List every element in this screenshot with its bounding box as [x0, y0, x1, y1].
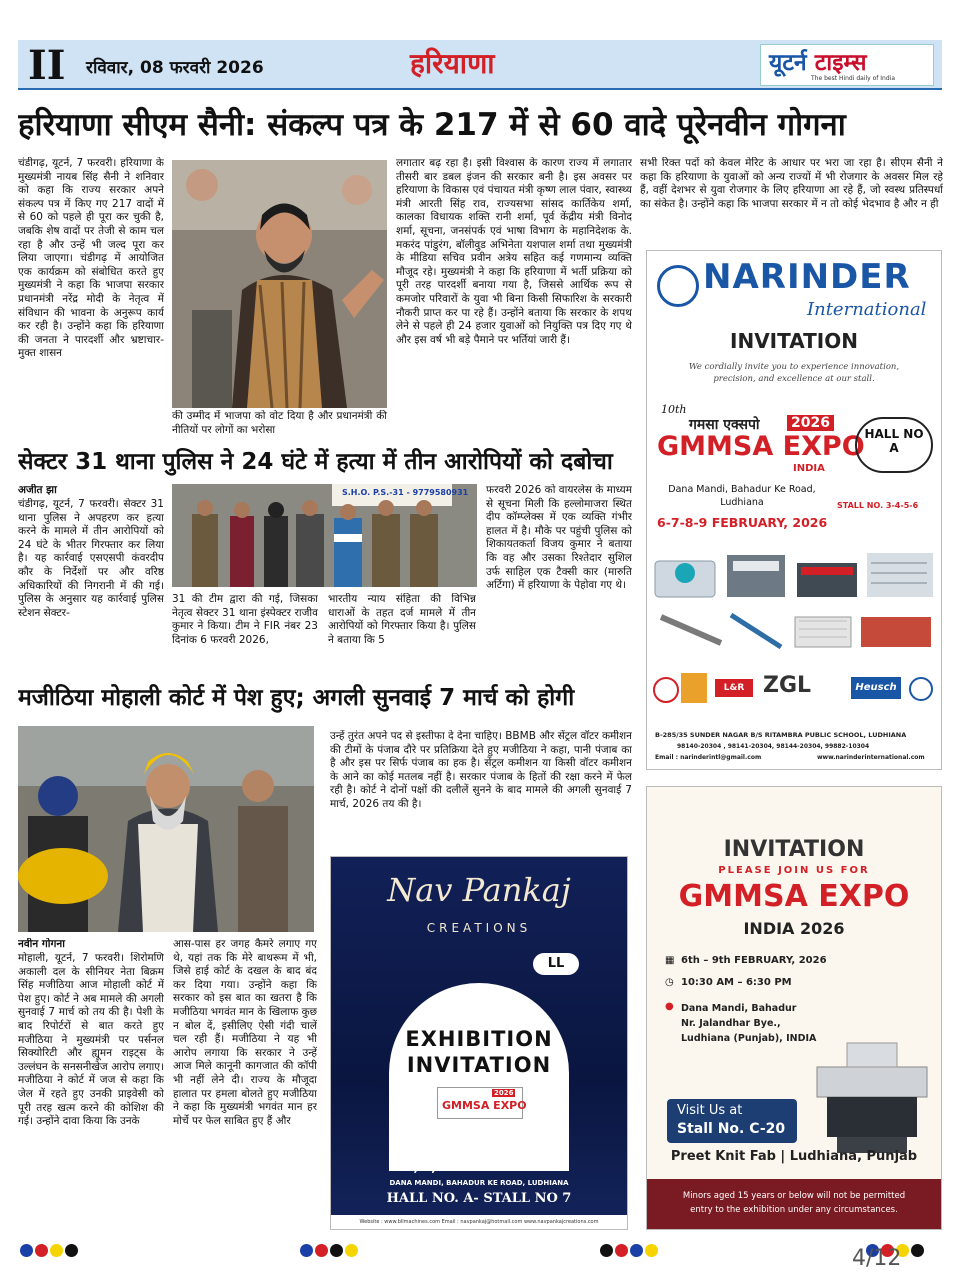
story2-column-1: चंडीगढ़, यूटर्न, 7 फरवरी। सेक्टर 31 थाना पुलिस ने अपहरण कर हत्या करने के मामले में तीन आरोपियों को 24 घंटे के भीतर गिरफ्तार कर लिया है। यह कार्रवाई एसएसपी कंवरदीप कौर के निर्देशों पर और वरिष्ठ अधिकारियों की निगरानी में की गई। पुलिस के अनुसार यह कार्रवाई पुलिस स्टेशन सेक्टर- — [18, 498, 164, 619]
registration-dots-3 — [600, 1242, 660, 1256]
narinder-venue-line-1: Dana Mandi, Bahadur Ke Road, — [668, 484, 816, 495]
navpankaj-mini-expo-logo — [437, 1087, 527, 1119]
story1-photo-cm — [172, 160, 387, 408]
preet-notice-band — [647, 1179, 941, 1229]
preet-dates: 6th – 9th FEBRUARY, 2026 — [681, 955, 827, 966]
preet-address-line-3: Ludhiana (Punjab), INDIA — [681, 1033, 817, 1044]
navpankaj-brand: Nav Pankaj — [387, 871, 571, 909]
partner-star-icon — [653, 677, 679, 703]
partner-emblem-icon — [681, 673, 707, 703]
preet-address — [681, 1001, 816, 1046]
narinder-tagline: We cordially invite you to experience innovation, precision, and excellence at our stall. — [688, 362, 900, 384]
partner-circle-icon — [909, 677, 933, 701]
preet-time: 10:30 AM – 6:30 PM — [681, 977, 792, 988]
narinder-brand: NARINDER — [703, 257, 911, 297]
narinder-address: B-285/35 SUNDER NAGAR B/S RITAMBRA PUBLIC SCHOOL, LUDHIANA — [655, 731, 907, 739]
story3-column-1: मोहाली, यूटर्न, 7 फरवरी। शिरोमणि अकाली दल के सीनियर नेता बिक्रम सिंह मजीठिया आज मोहाली कोर्ट में पेश हुए। कोर्ट ने अब मामले की अगली सुनवाई 7 मार्च को तय की है। पेशी के बाद रिपोर्टरों से बात करते हुए मजीठिया ने मुख्यमंत्री पर पर्सनल सिक्योरिटी और ह्यूमन राइट्स के उल्लंघन के सनसनीखेज आरोप लगाए। मजीठिया ने कोर्ट में जज से कहा कि जेल में रहते हुए उनकी प्राइवेसी को पूरी तरह खत्म करने की कोशिश की गई। उन्होंने दावा किया कि उनके — [18, 952, 164, 1128]
story3-column-2: आस-पास हर जगह कैमरे लगाए गए थे, यहां तक कि मेरे बाथरूम में भी, जिसे हाई कोर्ट के दखल के बाद बंद कर दिया गया। उन्होंने कहा कि सरकार को इस बात का खतरा है कि मजीठिया भगवंत मान के खिलाफ कुछ न बोल दें, इसीलिए ऐसी गंदी चालें चल रही हैं। मजीठिया ने यह भी आरोप लगाया कि सरकार ने उन्हें आज मिले कानूनी कागजात की कॉपी भी नहीं लेने दी। राज्य के मौजूदा हालात पर हमला बोलते हुए मजीठिया ने कहा कि मुख्यमंत्री भगवंत मान हर मोर्चे पर फेल साबित हुए हैं और — [173, 938, 317, 1127]
story1-column-1: चंडीगढ़, यूटर्न, 7 फरवरी। हरियाणा के मुख्यमंत्री नायब सिंह सैनी ने शनिवार को कहा कि राज्य सरकार अपने संकल्प पत्र में किए गए 217 वादों में से 60 को पहले ही पूरा कर चुकी है, जबकि शेष वादों पर तेजी से काम चल रहा है और उन्हें भी जल्द पूरा कर लिया जाएगा। चंडीगढ़ में आयोजित एक कार्यक्रम को संबोधित करते हुए मुख्यमंत्री ने कहा कि भाजपा सरकार प्रधानमंत्री नरेंद्र मोदी के नेतृत्व में संविधान की भावना के अनुरूप कार्य कर रही है। उन्होंने कहा कि हरियाणा की जनता ने पारदर्शी और भ्रष्टाचार-मुक्त शासन — [18, 157, 164, 360]
preet-company: Preet Knit Fab | Ludhiana, Punjab — [670, 1149, 918, 1164]
registration-dots-2 — [300, 1242, 360, 1256]
navpankaj-hall: HALL NO. A- STALL NO 7 — [386, 1191, 572, 1206]
narinder-machines-row-1 — [651, 543, 937, 605]
section-title: हरियाणा — [410, 47, 495, 80]
hall-badge-line-1: HALL NO — [864, 427, 924, 441]
navpankaj-exhibition: EXHIBITION — [405, 1027, 553, 1051]
narinder-invitation-title: INVITATION — [730, 329, 858, 353]
navpankaj-bll-logo: LL — [533, 953, 579, 975]
story2-column-3: भारतीय न्याय संहिता की विभिन्न धाराओं के तहत दर्ज मामले में तीन आरोपियों को गिरफ्तार किया है। पुलिस ने बताया कि 5 — [328, 593, 476, 646]
narinder-venue-line-2: Ludhiana — [720, 497, 764, 508]
navpankaj-dates: 6 7, 8, 9 FEBRUARY 2026 — [391, 1159, 567, 1174]
narinder-website: www.narinderinternational.com — [817, 754, 925, 761]
preet-location-icon: ● — [665, 1001, 674, 1012]
page-indicator: 4/12 — [852, 1246, 902, 1271]
page-date: रविवार, 08 फरवरी 2026 — [86, 58, 264, 78]
preet-address-line-2: Nr. Jalandhar Bye., — [681, 1018, 781, 1029]
mini-expo-year: 2026 — [494, 1089, 514, 1097]
narinder-edition: 10th — [661, 403, 687, 416]
narinder-expo-logo: GMMSA EXPO — [657, 431, 865, 462]
story3-column-top: उन्हें तुरंत अपने पद से इस्तीफा दे देना चाहिए। BBMB और सेंट्रल वॉटर कमीशन की टीमों के पंजाब दौरे पर प्रतिक्रिया देते हुए मजीठिया ने कहा, पानी पंजाब का है और इस पर सिर्फ पंजाब का हक है। सेंट्रल कमीशन या किसी वॉटर कमीशन के आने का कोई मतलब नहीं है। सरकार पंजाब के हितों की रक्षा करने में फेल रही है। कोर्ट ने दोनों पक्षों की दलीलें सुनने के बाद मामले की अगली सुनवाई 7 मार्च, 2026 तय की है। — [330, 730, 632, 810]
story2-photo-police — [172, 484, 477, 587]
preet-visit-line-1: Visit Us at — [677, 1103, 743, 1118]
preet-please-join: PLEASE JOIN US FOR — [718, 865, 870, 876]
narinder-brand-sub: International — [807, 299, 927, 320]
preet-clock-icon: ◷ — [665, 977, 674, 988]
narinder-expo-year: 2026 — [787, 415, 834, 431]
narinder-email: Email : narinderintl@gmail.com — [655, 754, 762, 761]
story2-headline: सेक्टर 31 थाना पुलिस ने 24 घंटे में हत्या में तीन आरोपियों को दबोचा — [18, 449, 613, 475]
navpankaj-arch-panel — [389, 983, 569, 1171]
logo-word-2: टाइम्स — [814, 50, 867, 76]
narinder-phones: 98140-20304 , 98141-20304, 98144-20304, 99882-10304 — [677, 743, 870, 750]
navpankaj-address: DANA MANDI, BAHADUR KE ROAD, LUDHIANA — [389, 1179, 569, 1187]
narinder-venue — [657, 483, 827, 509]
narinder-expo-hindi: गमसा एक्सपो — [689, 417, 760, 433]
navpankaj-exhibition-ad — [330, 856, 628, 1230]
logo-tagline: The best Hindi daily of India — [811, 75, 896, 82]
preet-visit-box — [667, 1099, 797, 1143]
preet-title: INVITATION — [723, 837, 865, 862]
narinder-dates: 6-7-8-9 FEBRUARY, 2026 — [657, 515, 828, 530]
registration-dots-1 — [20, 1242, 80, 1256]
navpankaj-footer: Website : www.bllmachines.com Email : navpankaj@hotmail.com www.navpankajcreations.com — [331, 1215, 627, 1229]
narinder-partner-logos — [651, 671, 937, 707]
logo-word-1: यूटर्न — [769, 50, 807, 76]
hall-badge-line-2: A — [889, 441, 899, 455]
partner-zgl-logo: ZGL — [763, 673, 812, 698]
page-number: II — [28, 42, 66, 89]
story1-photo-caption-text: की उम्मीद में भाजपा को वोट दिया है और प्रधानमंत्री की नीतियों पर लोगों का भरोसा — [172, 410, 387, 436]
preet-india-year: INDIA 2026 — [743, 919, 845, 938]
narinder-hall-badge — [855, 417, 933, 473]
newspaper-logo — [760, 44, 934, 86]
story2-column-2: 31 की टीम द्वारा की गई, जिसका नेतृत्व सेक्टर 31 थाना इंस्पेक्टर राजीव कुमार ने किया। टीम ने FIR नंबर 23 दिनांक 6 फरवरी 2026, — [172, 593, 318, 646]
story3-byline: नवीन गोगना — [18, 938, 65, 950]
police-sign-text: S.H.O. P.S.-31 - 9779580931 — [342, 488, 469, 497]
preet-calendar-icon: ▦ — [665, 955, 675, 966]
preet-notice-line-2: entry to the exhibition under any circumstances. — [690, 1205, 898, 1215]
narinder-invitation-ad — [646, 250, 942, 770]
narinder-globe-icon — [657, 265, 699, 307]
preet-knitting-machine-image — [807, 1037, 937, 1157]
story1-headline: हरियाणा सीएम सैनी: संकल्प पत्र के 217 में से 60 वादे पूरेनवीन गोगना — [18, 107, 846, 143]
preet-visit-line-2: Stall No. C-20 — [677, 1121, 786, 1137]
partner-lr-logo: L&R — [715, 679, 753, 697]
story1-column-3: लगातार बढ़ रहा है। इसी विश्वास के कारण राज्य में लगातार तीसरी बार डबल इंजन की सरकार बनी है। इस अवसर पर हरियाणा के विकास एवं पंचायत मंत्री कृष्ण लाल पंवार, स्वास्थ्य मंत्री आरती सिंह राव, राज्यसभा सांसद कार्तिकेय शर्मा, कालका विधायक शक्ति रानी शर्मा, पूर्व केंद्रीय मंत्री विनोद शर्मा, सूचना, जनसंपर्क एवं भाषा विभाग के महानिदेशक के. मकरंद पांडुरंग, बॉलीवुड अभिनेता यशपाल शर्मा तथा मुख्यमंत्री के मीडिया सचिव प्रवीन अत्रेय सहित कई गणमान्य व्यक्ति मौजूद रहे। मुख्यमंत्री ने कहा कि हरियाणा में भर्ती प्रक्रिया को पूरी तरह पारदर्शी बनाया गया है, जिससे आर्थिक रूप से कमजोर परिवारों के युवा भी बिना किसी सिफारिश के सरकारी नौकरी प्राप्त कर पा रहे हैं। उन्होंने बताया कि सरकार के शपथ लेने से पहले ही 24 हजार युवाओं को नियुक्ति पत्र दिए गए थे और इस वर्ष भी बड़े पैमाने पर भर्तियां जारी हैं। — [396, 157, 632, 346]
navpankaj-invitation: INVITATION — [406, 1053, 552, 1077]
narinder-expo-india: INDIA — [793, 463, 825, 474]
navpankaj-creations: CREATIONS — [426, 921, 532, 935]
preet-expo-name: GMMSA EXPO — [678, 879, 910, 914]
partner-heusch-logo: Heusch — [851, 677, 901, 699]
story1-column-4: सभी रिक्त पदों को केवल मेरिट के आधार पर भरा जा रहा है। सीएम सैनी ने कहा कि हरियाणा के युवाओं को अन्य राज्यों में भी रोजगार के अवसर मिल रहे हैं, वहीं देशभर से युवा रोजगार के लिए हरियाणा आ रहे हैं, जो स्वस्थ प्रतिस्पर्धा का संकेत है। उन्होंने कहा कि भाजपा सरकार में न तो कोई भेदभाव है और न ही — [640, 157, 943, 210]
story3-headline: मजीठिया मोहाली कोर्ट में पेश हुए; अगली सुनवाई 7 मार्च को होगी — [18, 685, 575, 711]
story2-column-4: फरवरी 2026 को वायरलेस के माध्यम से सूचना मिली कि हल्लोमाजरा स्थित दीप कॉम्प्लेक्स में एक व्यक्ति गंभीर हालत में है। मौके पर पहुंची पुलिस को शिकायतकर्ता विजय कुमार ने बताया कि वह और उसका रिश्तेदार सुशिल उर्फ साहिल एक टैक्सी कार (मारुति अर्टिगा) में हरियाणा के पेहोवा गए थे। — [486, 484, 632, 592]
story2-byline: अजीत झा — [18, 484, 57, 496]
mini-expo-name: GMMSA EXPO — [442, 1099, 527, 1112]
preet-notice-line-1: Minors aged 15 years or below will not be permitted — [682, 1191, 906, 1201]
preet-address-line-1: Dana Mandi, Bahadur — [681, 1003, 797, 1014]
story3-photo-majithia — [18, 726, 314, 932]
narinder-parts-row — [651, 607, 937, 655]
narinder-stall: STALL NO. 3-4-5-6 — [837, 501, 919, 510]
preet-gmmsa-invitation-ad — [646, 786, 942, 1230]
